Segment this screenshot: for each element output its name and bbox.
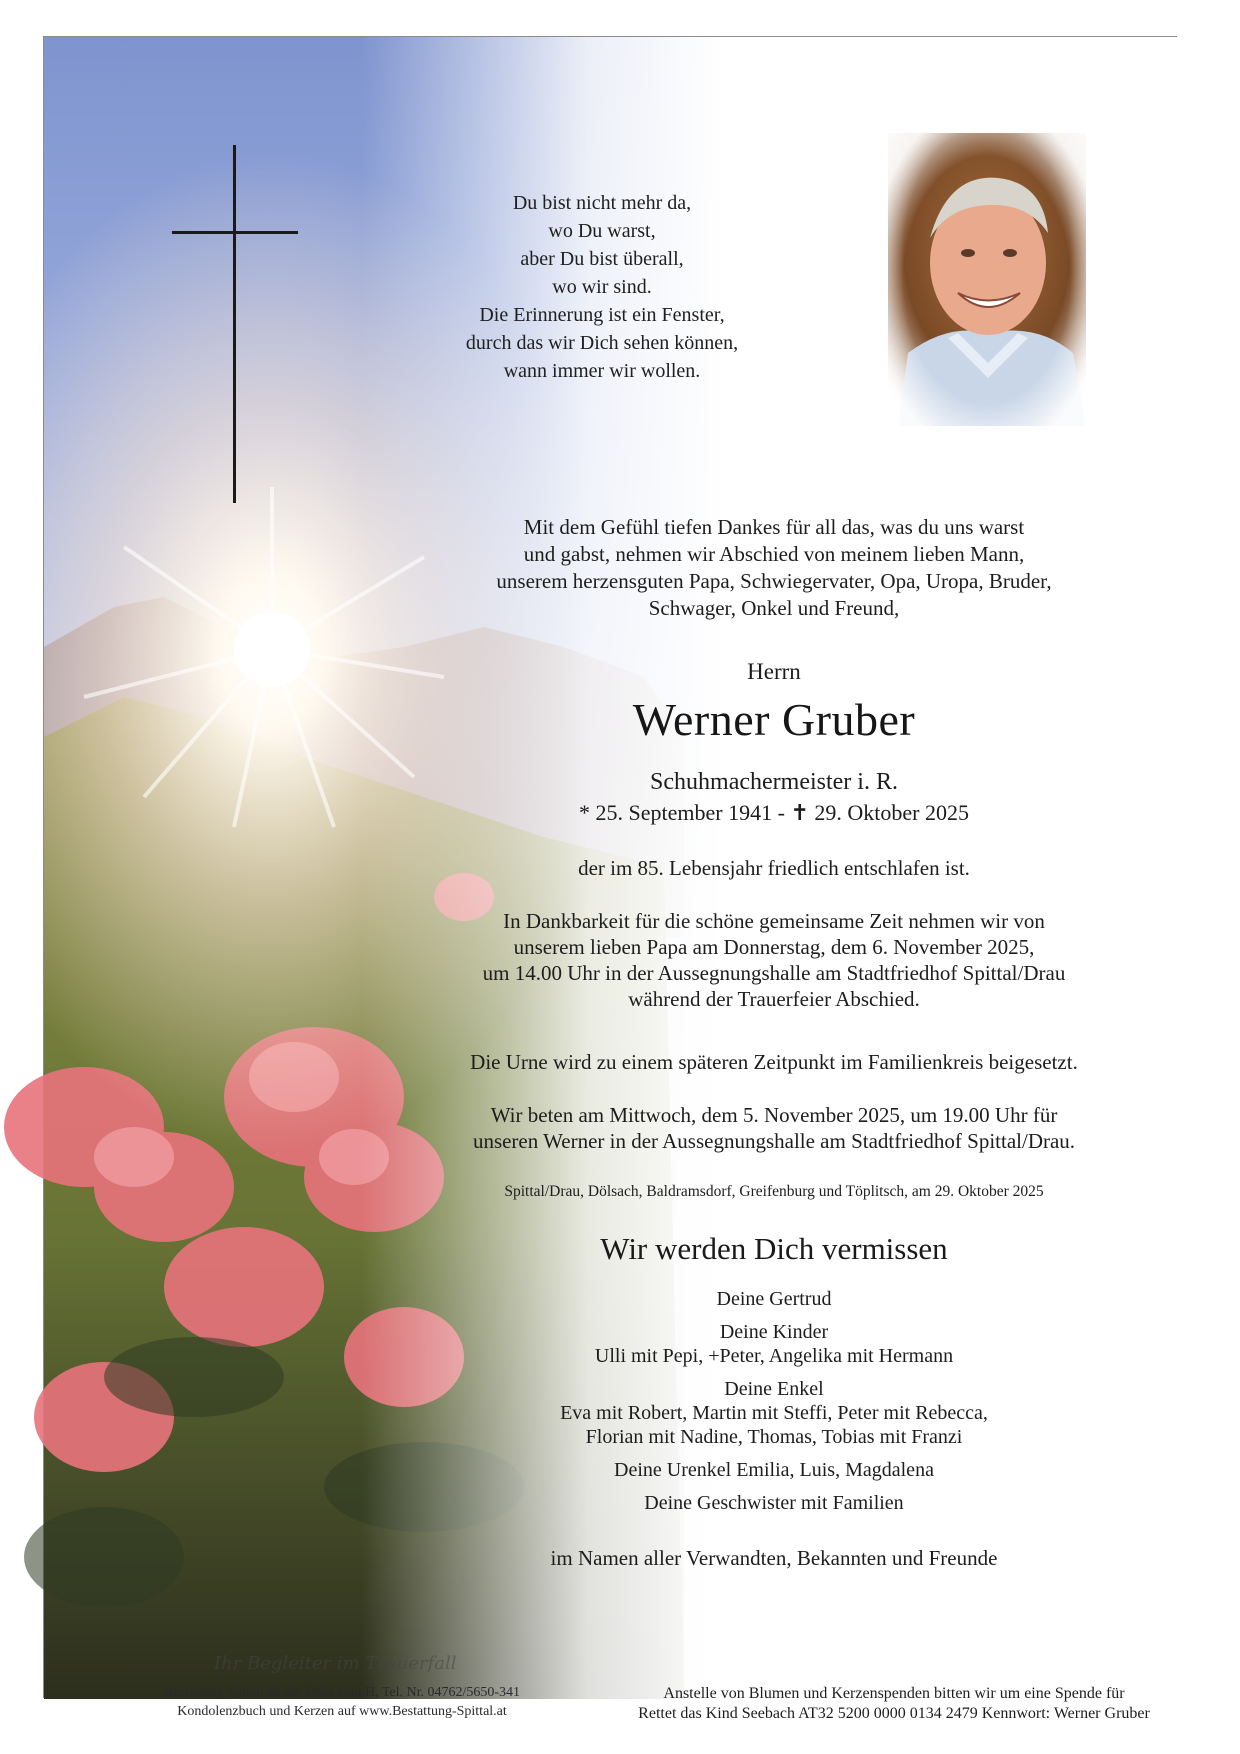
family-line: Deine Urenkel Emilia, Luis, Magdalena [614,1459,934,1481]
family-group [494,1491,1054,1515]
donation-note [584,1684,1204,1724]
poem-line: durch das wir Dich sehen können, [465,332,739,354]
relatives-line: im Namen aller Verwandten, Bekannten und Freunde [550,1546,998,1570]
family-line: Florian mit Nadine, Thomas, Tobias mit Franzi [585,1426,963,1448]
family-line: Ulli mit Pepi, +Peter, Angelika mit Hermann [594,1345,954,1367]
funeral-home-signature: Ihr Begleiter im Trauerfall [214,1653,457,1674]
prayer-line: unseren Werner in der Aussegnungshalle am Stadtfriedhof Spittal/Drau. [472,1129,1076,1153]
life-dates: * 25. September 1941 - ✝ 29. Oktober 2025 [579,800,969,825]
donation-line: Rettet das Kind Seebach AT32 5200 0000 0134 2479 Kennwort: Werner Gruber [638,1705,1150,1722]
imprint-line: Bestattung Spittal an der Drau GmbH, Tel. Nr. 04762/5650-341 [163,1685,521,1700]
ceremony-line: während der Trauerfeier Abschied. [628,987,920,1011]
profession: Schuhmachermeister i. R. [650,769,898,795]
poem-line: wo wir sind. [552,276,652,298]
prayer-text [444,1102,1104,1154]
family-line: Deine Kinder [719,1321,829,1343]
portrait-photo [888,133,1086,426]
poem-line: Du bist nicht mehr da, [512,192,692,214]
prayer-line: Wir beten am Mittwoch, dem 5. November 2025, um 19.00 Uhr für [490,1103,1058,1127]
family-line: Deine Geschwister mit Familien [644,1492,904,1514]
family-group [494,1458,1054,1482]
urn-text: Die Urne wird zu einem späteren Zeitpunkt im Familienkreis beigesetzt. [470,1050,1078,1074]
donation-line: Anstelle von Blumen und Kerzenspenden bitten wir um eine Spende für [663,1685,1125,1702]
cross-icon [172,145,298,503]
age-line: der im 85. Lebensjahr friedlich entschlafen ist. [578,856,970,880]
family-group [494,1377,1054,1449]
family-line: Eva mit Robert, Martin mit Steffi, Peter mit Rebecca, [560,1402,988,1424]
family-line: Deine Gertrud [716,1288,832,1310]
place-date: Spittal/Drau, Dölsach, Baldramsdorf, Greifenburg und Töplitsch, am 29. Oktober 2025 [504,1183,1044,1200]
deceased-name: Werner Gruber [632,694,916,745]
poem-line: Die Erinnerung ist ein Fenster, [479,304,725,326]
family-line: Deine Enkel [724,1378,824,1400]
ceremony-line: unserem lieben Papa am Donnerstag, dem 6. November 2025, [513,935,1035,959]
miss-heading: Wir werden Dich vermissen [600,1231,948,1266]
family-list [494,1287,1054,1524]
memorial-poem [412,189,792,385]
salutation: Herrn [747,659,801,684]
family-group [494,1287,1054,1311]
poem-line: aber Du bist überall, [520,248,684,270]
intro-line: unserem herzensguten Papa, Schwiegervater, Opa, Uropa, Bruder, [496,569,1052,593]
intro-line: und gabst, nehmen wir Abschied von meinem lieben Mann, [523,542,1025,566]
ceremony-line: In Dankbarkeit für die schöne gemeinsame Zeit nehmen wir von [503,909,1045,933]
intro-line: Schwager, Onkel und Freund, [648,596,900,620]
family-group [494,1320,1054,1368]
imprint-line: Kondolenzbuch und Kerzen auf www.Bestattung-Spittal.at [177,1704,507,1719]
obituary-sheet [43,36,1177,1722]
poem-line: wann immer wir wollen. [503,360,701,382]
poem-line: wo Du warst, [548,220,656,242]
ceremony-text [444,908,1104,1012]
funeral-home-imprint [92,1683,592,1721]
intro-line: Mit dem Gefühl tiefen Dankes für all das, was du uns warst [523,515,1025,539]
intro-text [454,514,1094,622]
ceremony-line: um 14.00 Uhr in der Aussegnungshalle am Stadtfriedhof Spittal/Drau [482,961,1066,985]
